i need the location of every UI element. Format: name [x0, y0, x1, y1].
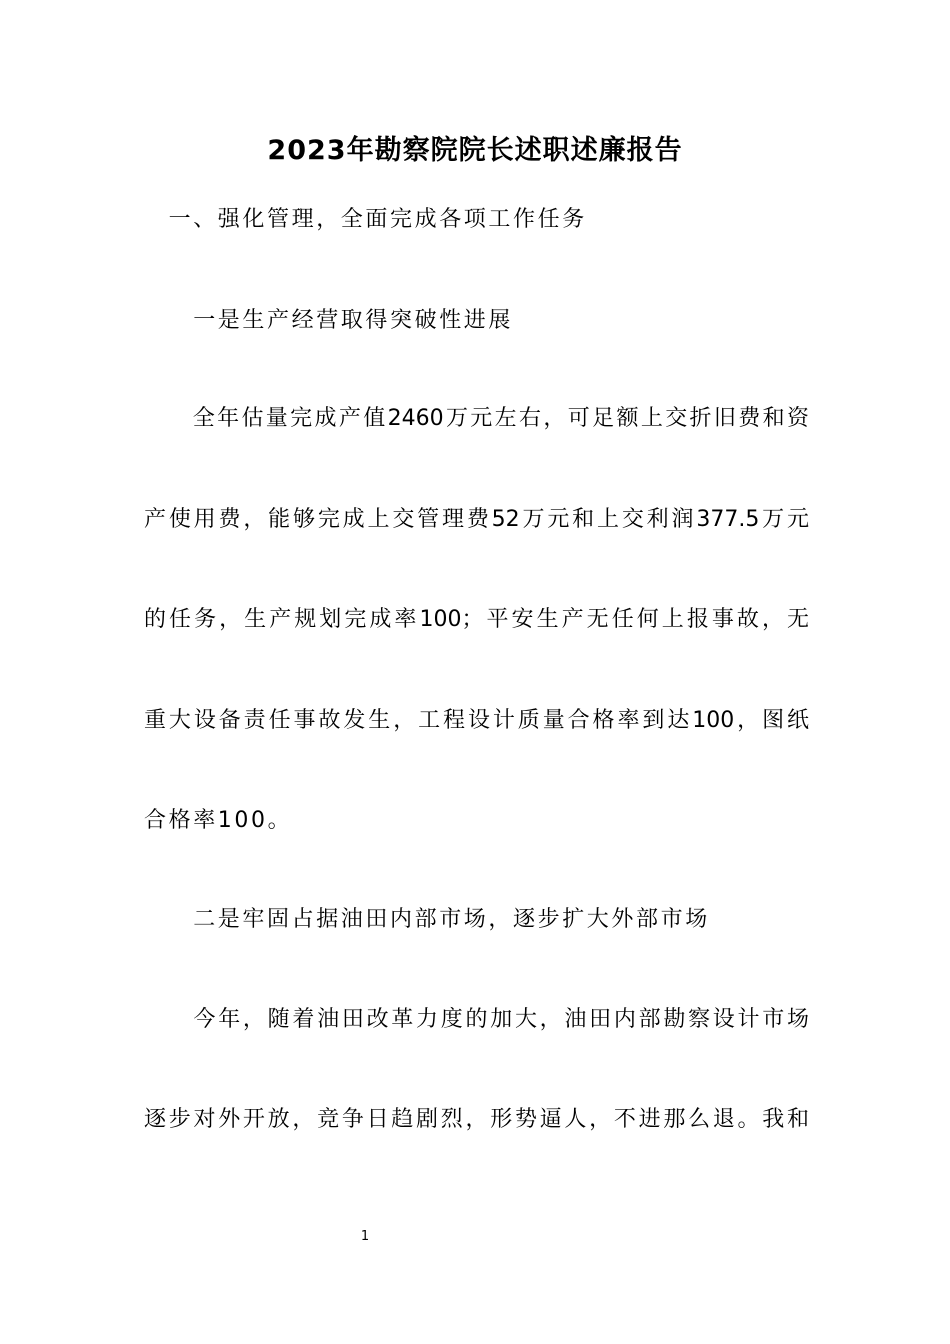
page-number: 1 — [360, 1229, 370, 1244]
paragraph-line: 合格率100。 — [144, 808, 293, 833]
paragraph-line: 今年，随着油田改革力度的加大，油田内部勘察设计市场 — [144, 1007, 809, 1032]
document-title: 2023年勘察院院长述职述廉报告 — [267, 135, 683, 166]
section-heading: 一、强化管理，全面完成各项工作任务 — [144, 207, 587, 232]
paragraph-line: 逐步对外开放，竞争日趋剧烈，形势逼人，不进那么退。我和 — [144, 1107, 809, 1132]
paragraph-line: 产使用费，能够完成上交管理费52万元和上交利润377.5万元 — [144, 507, 809, 532]
subsection-heading: 一是生产经营取得突破性进展 — [144, 308, 514, 333]
paragraph-line: 的任务，生产规划完成率100；平安生产无任何上报事故，无 — [144, 607, 809, 632]
paragraph-line: 全年估量完成产值2460万元左右，可足额上交折旧费和资 — [144, 406, 809, 431]
paragraph-line: 重大设备责任事故发生，工程设计质量合格率到达100，图纸 — [144, 708, 809, 733]
subsection-heading: 二是牢固占据油田内部市场，逐步扩大外部市场 — [144, 907, 710, 932]
